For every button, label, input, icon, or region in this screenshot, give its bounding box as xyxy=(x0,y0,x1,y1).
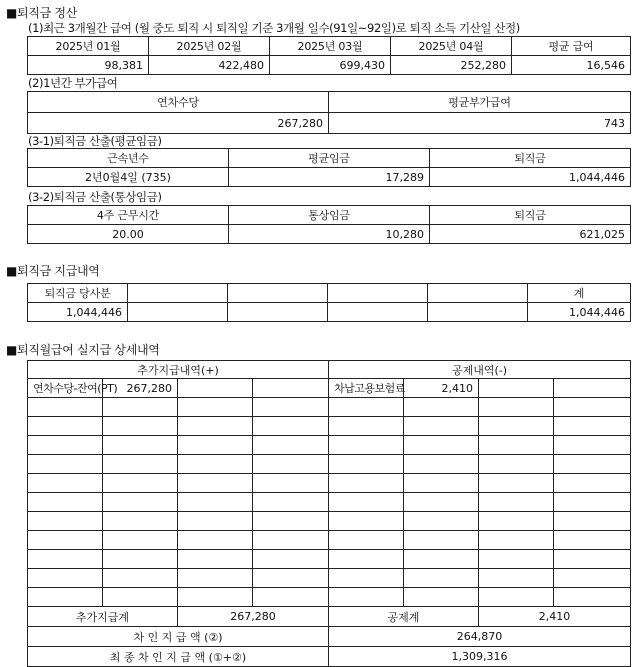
empty-cell xyxy=(228,303,328,322)
month-value: 252,280 xyxy=(391,56,512,75)
company-portion-value: 1,044,446 xyxy=(28,303,128,322)
payment-title: ■퇴직금 지급내역 xyxy=(6,264,100,278)
settlement-title: ■퇴직금 정산 xyxy=(6,6,78,20)
work-hours-header: 4주 근무시간 xyxy=(28,206,229,225)
table-row xyxy=(28,225,631,244)
final-net-payment-label: 최 종 차 인 지 급 액 (①+②) xyxy=(28,647,329,667)
tenure-header: 근속년수 xyxy=(28,149,229,168)
month-value: 422,480 xyxy=(149,56,270,75)
tenure-value: 2년0월4일 (735) xyxy=(28,168,229,187)
deduction-header: 공제내역(-) xyxy=(329,361,631,379)
table-row xyxy=(28,379,631,398)
avg-salary-header: 평균 급여 xyxy=(512,37,631,56)
severance-value: 621,025 xyxy=(430,225,631,244)
empty-cell xyxy=(128,284,228,303)
net-payment-value: 264,870 xyxy=(329,627,631,647)
month-header: 2025년 01월 xyxy=(28,37,149,56)
empty-cell xyxy=(128,303,228,322)
add-total-value: 267,280 xyxy=(178,607,329,627)
annual-leave-value: 267,280 xyxy=(28,113,329,134)
avg-salary-value: 16,546 xyxy=(512,56,631,75)
table-row xyxy=(28,531,631,550)
annual-extra-title: (2)1년간 부가급여 xyxy=(28,76,118,90)
avg-wage-header: 평균임금 xyxy=(229,149,430,168)
month-header: 2025년 04월 xyxy=(391,37,512,56)
total-value: 1,044,446 xyxy=(528,303,631,322)
avg-wage-value: 17,289 xyxy=(229,168,430,187)
table-row xyxy=(28,417,631,436)
payment-table xyxy=(27,283,631,322)
avg-wage-calc-title: (3-1)퇴직금 산출(평균임금) xyxy=(28,134,162,148)
table-header-row xyxy=(28,92,631,113)
add-item-label: 연차수당-잔여(PT) xyxy=(28,379,103,398)
annual-extra-table xyxy=(27,91,631,134)
table-row xyxy=(28,569,631,588)
annual-leave-header: 연차수당 xyxy=(28,92,329,113)
table-row xyxy=(28,474,631,493)
recent-3month-table xyxy=(27,36,631,75)
table-row xyxy=(28,168,631,187)
avg-extra-value: 743 xyxy=(329,113,631,134)
deduct-item-value: 2,410 xyxy=(404,379,479,398)
final-net-payment-value: 1,309,316 xyxy=(329,647,631,667)
severance-header: 퇴직금 xyxy=(430,149,631,168)
table-header-row xyxy=(28,206,631,225)
month-value: 98,381 xyxy=(28,56,149,75)
empty-cell xyxy=(328,284,428,303)
table-row xyxy=(28,113,631,134)
ordinary-wage-value: 10,280 xyxy=(229,225,430,244)
table-row xyxy=(28,455,631,474)
table-row xyxy=(28,512,631,531)
add-total-label: 추가지급계 xyxy=(28,607,178,627)
work-hours-value: 20.00 xyxy=(28,225,229,244)
summary-row xyxy=(28,607,631,627)
ordinary-wage-calc-table xyxy=(27,205,631,244)
ordinary-wage-calc-title: (3-2)퇴직금 산출(통상임금) xyxy=(28,190,162,204)
month-header: 2025년 03월 xyxy=(270,37,391,56)
net-payment-label: 차 인 지 급 액 (②) xyxy=(28,627,329,647)
table-row xyxy=(28,588,631,607)
table-header-row xyxy=(28,284,631,303)
deduct-item-label: 차납고용보험료 xyxy=(329,379,404,398)
month-header: 2025년 02월 xyxy=(149,37,270,56)
month-value: 699,430 xyxy=(270,56,391,75)
deduct-total-value: 2,410 xyxy=(479,607,631,627)
total-header: 계 xyxy=(528,284,631,303)
table-header-row xyxy=(28,361,631,379)
company-portion-header: 퇴직금 당사분 xyxy=(28,284,128,303)
deduct-total-label: 공제계 xyxy=(329,607,479,627)
empty-cell xyxy=(428,284,528,303)
table-header-row xyxy=(28,37,631,56)
ordinary-wage-header: 통상임금 xyxy=(229,206,430,225)
detail-table xyxy=(27,360,631,667)
table-row xyxy=(28,493,631,512)
severance-value: 1,044,446 xyxy=(430,168,631,187)
summary-row xyxy=(28,647,631,667)
summary-row xyxy=(28,627,631,647)
recent-3month-title: (1)최근 3개월간 급여 (월 중도 퇴직 시 퇴직일 기준 3개월 일수(91일~92일)로 퇴직 소득 기산일 산정) xyxy=(28,21,520,35)
table-header-row xyxy=(28,149,631,168)
table-row xyxy=(28,550,631,569)
table-row xyxy=(28,436,631,455)
empty-cell xyxy=(428,303,528,322)
empty-cell xyxy=(328,303,428,322)
avg-wage-calc-table xyxy=(27,148,631,187)
table-row xyxy=(28,56,631,75)
table-row xyxy=(28,398,631,417)
table-row xyxy=(28,303,631,322)
avg-extra-header: 평균부가급여 xyxy=(329,92,631,113)
empty-cell xyxy=(228,284,328,303)
add-item-value: 267,280 xyxy=(103,379,178,398)
add-payment-header: 추가지급내역(+) xyxy=(28,361,329,379)
severance-header: 퇴직금 xyxy=(430,206,631,225)
detail-title: ■퇴직월급여 실지급 상세내역 xyxy=(6,343,160,357)
